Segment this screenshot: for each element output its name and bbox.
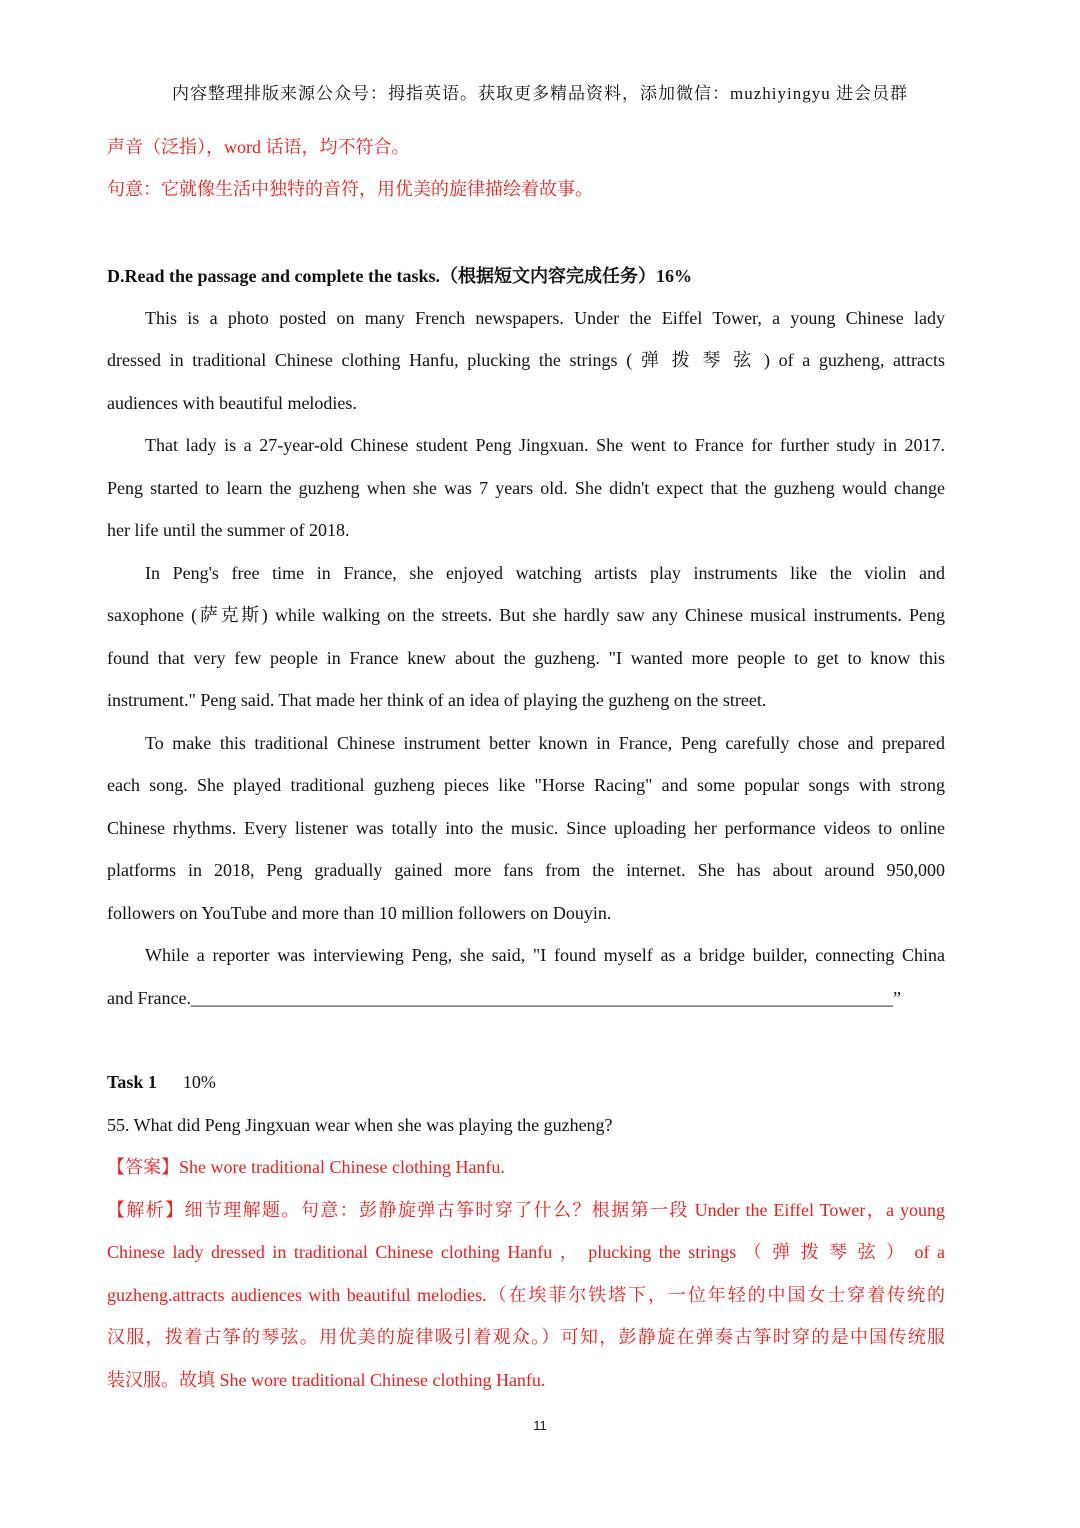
task-label: Task 1 (107, 1072, 157, 1092)
analysis-line: 【解析】细节理解题。句意：彭静旋弹古筝时穿了什么？根据第一段 Under the Eiffel Tower，a young (107, 1200, 945, 1220)
passage-line: instrument." Peng said. That made her think of an idea of playing the guzheng on the street. (107, 690, 767, 710)
passage-line: While a reporter was interviewing Peng, she said, "I found myself as a bridge builder, connecting China (145, 945, 945, 965)
passage-line: followers on YouTube and more than 10 million followers on Douyin. (107, 903, 612, 923)
passage-line: her life until the summer of 2018. (107, 520, 350, 540)
passage-line: dressed in traditional Chinese clothing Hanfu, plucking the strings ( 弹 拨 琴 弦 ) of a guzheng, attracts (107, 350, 945, 370)
passage-line: saxophone (萨克斯) while walking on the streets. But she hardly saw any Chinese musical instruments. Peng (107, 605, 945, 625)
question: 55. What did Peng Jingxuan wear when she was playing the guzheng? (107, 1115, 613, 1135)
passage-line: To make this traditional Chinese instrument better known in France, Peng carefully chose and prepared (145, 733, 945, 753)
passage-line-blank: and France.______________________________________________________________________________” (107, 988, 901, 1008)
source-header: 内容整理排版来源公众号：拇指英语。获取更多精品资料，添加微信：muzhiyingyu 进会员群 (172, 84, 908, 103)
prev-analysis-line: 声音（泛指），word 话语，均不符合。 (107, 137, 410, 157)
task-score: 10% (182, 1072, 216, 1092)
passage-line: That lady is a 27-year-old Chinese student Peng Jingxuan. She went to France for further study in 2017. (145, 435, 945, 455)
passage-line: Chinese rhythms. Every listener was totally into the music. Since uploading her performance videos to online (107, 818, 945, 838)
analysis-line: guzheng.attracts audiences with beautiful melodies.（在埃菲尔铁塔下，一位年轻的中国女士穿着传统的 (107, 1285, 945, 1305)
answer: 【答案】She wore traditional Chinese clothing Hanfu. (107, 1157, 505, 1177)
passage-line: In Peng's free time in France, she enjoyed watching artists play instruments like the violin and (145, 563, 945, 583)
passage-line: each song. She played traditional guzheng pieces like "Horse Racing" and some popular songs with strong (107, 775, 945, 795)
task-heading (107, 1069, 945, 1095)
analysis-line: Chinese lady dressed in traditional Chinese clothing Hanfu ， plucking the strings （ 弹 拨 琴 弦 ） of a (107, 1242, 945, 1262)
section-title: D.Read the passage and complete the tasks.（根据短文内容完成任务）16% (107, 266, 692, 286)
prev-analysis-line: 句意：它就像生活中独特的音符，用优美的旋律描绘着故事。 (107, 179, 593, 199)
passage-line: Peng started to learn the guzheng when she was 7 years old. She didn't expect that the guzheng would change (107, 478, 945, 498)
analysis-line: 装汉服。故填 She wore traditional Chinese clothing Hanfu. (107, 1370, 546, 1390)
passage-line: This is a photo posted on many French newspapers. Under the Eiffel Tower, a young Chinese lady (145, 308, 945, 328)
analysis-line: 汉服，拨着古筝的琴弦。用优美的旋律吸引着观众。）可知，彭静旋在弹奏古筝时穿的是中国传统服 (107, 1327, 945, 1347)
passage-line: audiences with beautiful melodies. (107, 393, 357, 413)
passage-line: platforms in 2018, Peng gradually gained more fans from the internet. She has about around 950,000 (107, 860, 945, 880)
passage-line: found that very few people in France knew about the guzheng. "I wanted more people to get to know this (107, 648, 945, 668)
page-number: 11 (533, 1418, 547, 1433)
